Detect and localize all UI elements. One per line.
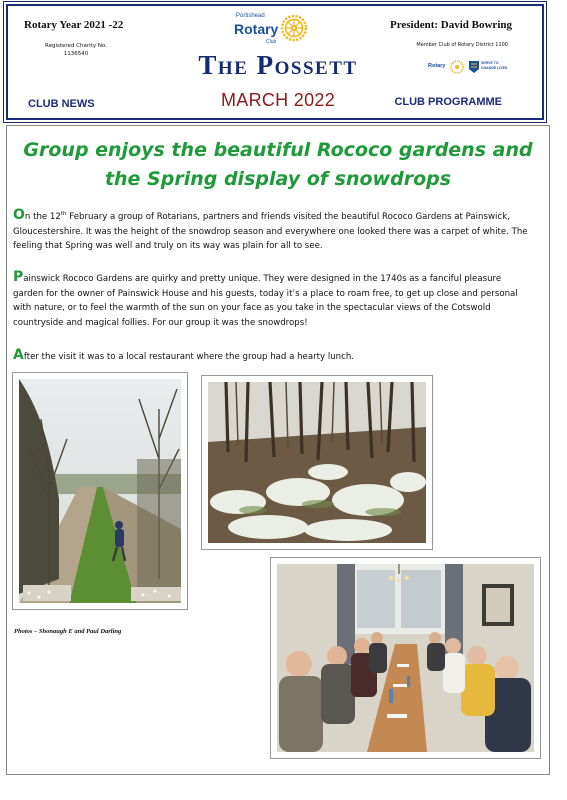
serve-text bbox=[481, 61, 521, 71]
logo-club-text: Club bbox=[266, 39, 277, 45]
issue-month: MARCH 2022 bbox=[220, 90, 336, 110]
serve-badge-icon bbox=[468, 60, 480, 74]
rotary-wheel-icon bbox=[280, 14, 308, 42]
photo-garden-avenue bbox=[12, 372, 188, 610]
newsletter-title: The Possett bbox=[198, 50, 358, 80]
headline-line-1: Group enjoys the beautiful Rococo gardens and bbox=[23, 139, 533, 161]
headline-line-2: the Spring display of snowdrops bbox=[104, 168, 452, 190]
p2-text: ainswick Rococo Gardens are quirky and pretty unique. They were designed in the 1740s as a fanciful pleasure garden for the owner of Painswick House and his guests, today it’s a place to roam free, to get up close and personal with nature, or to feel the warmth of the sun on your face as you take in the spectacular views of the Cotswold countryside and magical follies. For our group it was the snowdrops! bbox=[13, 274, 518, 328]
paragraph-3 bbox=[13, 347, 533, 365]
club-news-link[interactable]: CLUB NEWS bbox=[28, 98, 95, 110]
mini-rotary-wheel-icon bbox=[450, 60, 464, 74]
club-programme-link[interactable]: CLUB PROGRAMME bbox=[394, 96, 502, 108]
portishead-rotary-logo bbox=[232, 10, 332, 54]
photo-snowdrop-woodland bbox=[201, 375, 433, 550]
dropcap-a: A bbox=[13, 347, 24, 363]
photo-caption: Photos – Shonaugh E and Paul Darling bbox=[14, 628, 122, 635]
masthead bbox=[6, 4, 544, 120]
dropcap-o: O bbox=[13, 207, 25, 223]
p1-text-a: n the 12 bbox=[24, 212, 61, 222]
charity-number bbox=[36, 42, 116, 58]
paragraph-1 bbox=[13, 207, 533, 254]
restaurant-lunch-image bbox=[277, 564, 534, 752]
serve-line-1: SERVE TO bbox=[481, 61, 499, 65]
logo-rotary-text: Rotary bbox=[234, 21, 279, 37]
snowdrop-woodland-image bbox=[208, 382, 426, 543]
p3-text: fter the visit it was to a local restaurant where the group had a hearty lunch. bbox=[23, 352, 355, 362]
rotary-year: Rotary Year 2021 -22 bbox=[24, 19, 124, 31]
photo-restaurant-lunch bbox=[270, 557, 541, 759]
garden-avenue-image bbox=[19, 379, 181, 603]
serve-to-change-lives-logo bbox=[428, 58, 518, 78]
p1-text-b: February a group of Rotarians, partners and friends visited the beautiful Rococo Gardens at Painswick, Gloucestershire. It was the height of the snowdrop season and everywhere one looked there was a carpet of white. The feeling that Spring was well and truly on its way was plain for all to see. bbox=[13, 212, 528, 252]
paragraph-2 bbox=[13, 269, 533, 330]
logo-portishead-text: Portishead bbox=[236, 13, 265, 19]
charity-value: 1136540 bbox=[63, 51, 89, 57]
serve-line-2: CHANGE LIVES bbox=[481, 66, 508, 70]
president-name: President: David Bowring bbox=[389, 19, 512, 31]
district-member: Member Club of Rotary District 1100 bbox=[416, 42, 508, 48]
p1-superscript: th bbox=[60, 211, 67, 218]
charity-label: Registered Charity No. bbox=[45, 43, 107, 49]
mini-rotary-text: Rotary bbox=[428, 63, 446, 69]
article-headline bbox=[0, 136, 556, 194]
dropcap-p: P bbox=[13, 269, 24, 285]
